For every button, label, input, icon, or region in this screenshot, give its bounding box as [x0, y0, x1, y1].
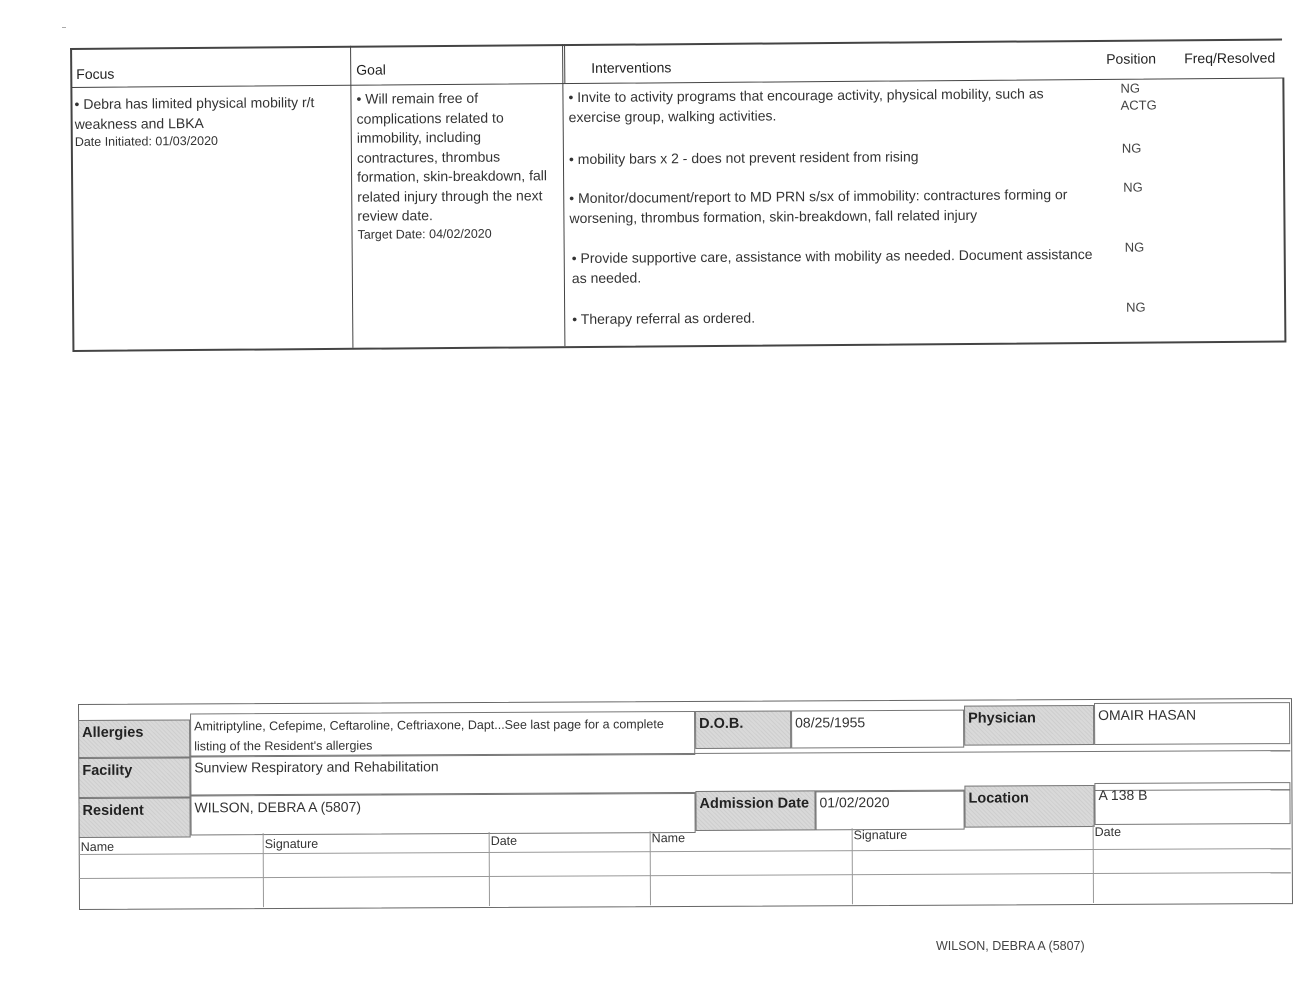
goal-header: Goal: [356, 61, 386, 78]
position-code-line: NG: [1120, 80, 1140, 96]
signature-header-name: Name: [80, 839, 115, 854]
signature-header-date: Date: [490, 833, 518, 848]
focus-header: Focus: [76, 65, 115, 82]
focus-text-line: weakness and LBKA: [74, 114, 204, 132]
scan-mark: [62, 27, 66, 28]
goal-text-line: review date.: [357, 207, 433, 224]
focus-cell: [74, 93, 346, 151]
page-footer-resident-name: WILSON, DEBRA A (5807): [936, 939, 1085, 953]
location-value: A 138 B: [1094, 782, 1290, 825]
signature-header-signature: Signature: [264, 836, 319, 852]
position-header: Position: [1106, 50, 1157, 67]
interventions-header: Interventions: [591, 59, 672, 76]
resident-label: Resident: [78, 797, 190, 838]
intervention-text-line: • mobility bars x 2 - does not prevent resident from rising: [568, 148, 919, 168]
goal-text-line: formation, skin-breakdown, fall: [357, 167, 548, 185]
signature-header-signature: Signature: [853, 827, 908, 843]
goal-text-line: immobility, including: [356, 128, 482, 146]
resident-info-form: [78, 698, 1293, 910]
dob-label: D.O.B.: [695, 711, 791, 749]
goal-text-line: related injury through the next: [357, 186, 543, 205]
care-plan-table: [70, 30, 1284, 350]
goal-text-line: contractures, thrombus: [356, 148, 501, 166]
position-code: NG: [1123, 179, 1143, 195]
allergies-value: [190, 711, 695, 757]
dob-value: 08/25/1955: [791, 710, 964, 749]
intervention-text-line: • Therapy referral as ordered.: [572, 309, 756, 328]
goal-text-line: • Will remain free of: [356, 89, 479, 107]
allergies-line: Amitriptyline, Cefepime, Ceftaroline, Ceftriaxone, Dapt...See last page for a complete: [194, 717, 664, 734]
resident-value: WILSON, DEBRA A (5807): [190, 793, 695, 835]
position-code: NG: [1126, 299, 1146, 315]
signature-header-name: Name: [651, 831, 686, 846]
position-code: [1120, 79, 1156, 113]
goal-text-line: complications related to: [356, 109, 504, 127]
allergies-line: listing of the Resident's allergies: [194, 738, 373, 754]
location-label: Location: [964, 785, 1094, 828]
physician-value: OMAIR HASAN: [1094, 702, 1290, 745]
position-code: NG: [1124, 239, 1145, 255]
signature-header-date: Date: [1094, 824, 1122, 840]
intervention-text-line: as needed.: [571, 269, 642, 286]
intervention-text-line: • Monitor/document/report to MD PRN s/sx of immobility: contractures forming or: [569, 186, 1068, 207]
freq-resolved-header: Freq/Resolved: [1184, 49, 1276, 67]
admission-date-value: 01/02/2020: [815, 790, 964, 831]
physician-label: Physician: [964, 705, 1094, 746]
admission-date-label: Admission Date: [695, 790, 815, 831]
target-date: Target Date: 04/02/2020: [357, 226, 492, 242]
position-code-line: ACTG: [1120, 97, 1157, 113]
intervention-text-line: worsening, thrombus formation, skin-breakdown, fall related injury: [569, 206, 978, 226]
intervention-text-line: • Provide supportive care, assistance with mobility as needed. Document assistance: [571, 245, 1093, 267]
intervention-text-line: • Invite to activity programs that encourage activity, physical mobility, such as: [568, 85, 1044, 106]
goal-cell: [356, 88, 561, 243]
position-code: NG: [1121, 140, 1142, 156]
care-plan-header-frame: [70, 44, 565, 87]
facility-label: Facility: [78, 757, 190, 798]
intervention-item: [569, 185, 1114, 228]
facility-value: Sunview Respiratory and Rehabilitation: [190, 750, 1290, 795]
intervention-item: [568, 84, 1113, 127]
focus-text-line: • Debra has limited physical mobility r/t: [74, 94, 315, 112]
intervention-item: [572, 245, 1117, 288]
allergies-label: Allergies: [78, 719, 190, 758]
date-initiated: Date Initiated: 01/03/2020: [74, 133, 219, 149]
intervention-text-line: exercise group, walking activities.: [568, 106, 777, 125]
